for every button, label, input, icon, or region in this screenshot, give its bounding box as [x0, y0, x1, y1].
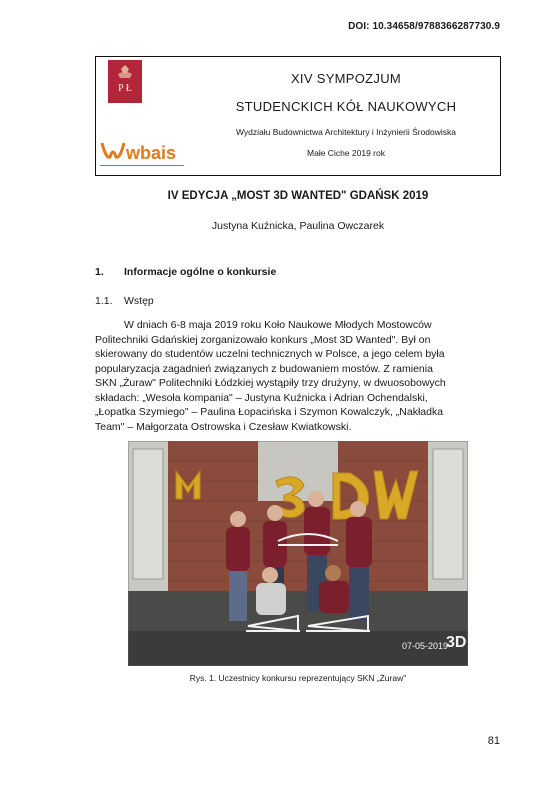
date-stamp: 07-05-2019: [402, 641, 449, 651]
paragraph-line: składach: „Wesoła kompania" – Justyna Kuźnicka i Adrian Ochendalski,: [95, 391, 428, 404]
header-box: [95, 56, 501, 176]
article-title: IV EDYCJA „MOST 3D WANTED" GDAŃSK 2019: [167, 190, 429, 202]
pl-logo: [108, 60, 142, 103]
team-photo: [128, 441, 468, 666]
intro-paragraph: [95, 318, 503, 434]
paragraph-line: „Łopatka Szymiego" – Paulina Łopacińska i Szymon Kowalczyk, „Nakładka: [95, 406, 444, 418]
symposium-title: XIV SYMPOZJUM: [290, 71, 402, 86]
paragraph-line: Politechniki Gdańskiej zorganizowało konkurs „Most 3D Wanted". Był on: [95, 333, 431, 346]
paragraph-line: Team" – Małgorzata Ostrowska i Czesław Kwiatkowski.: [95, 420, 352, 433]
paragraph-line: W dniach 6-8 maja 2019 roku Koło Naukowe Młodych Mostowców: [124, 319, 432, 331]
symposium-subtitle: STUDENCKICH KÓŁ NAUKOWYCH: [235, 99, 457, 114]
wbais-logo: [98, 135, 186, 171]
paragraph-line: SKN „Żuraw" Politechniki Łódzkiej wystąpiły trzy drużyny, w dwuosobowych: [95, 377, 446, 389]
subsection-number: 1.1.: [95, 295, 113, 307]
faculty-name: Wydziału Budownictwa Architektury i Inżynierii Środowiska: [235, 127, 457, 137]
logo-stamp: 3D: [446, 634, 467, 651]
doi-label: DOI: 10.34658/9788366287730.9: [348, 21, 500, 32]
pl-logo-text: P Ł: [118, 83, 132, 94]
location-year: Małe Ciche 2019 rok: [307, 148, 385, 158]
article-authors: Justyna Kuźnicka, Paulina Owczarek: [211, 220, 385, 232]
paragraph-line: popularyzacja zagadnień związanych z budowaniem mostów. Z ramienia: [95, 362, 433, 375]
section-title: Informacje ogólne o konkursie: [124, 266, 277, 278]
figure-caption: Rys. 1. Uczestnicy konkursu reprezentujący SKN „Żuraw": [189, 673, 407, 683]
paragraph-line: skierowany do studentów uczelni technicznych w Polsce, a jego celem była: [95, 348, 445, 360]
section-number: 1.: [95, 266, 104, 278]
subsection-title: Wstęp: [124, 295, 154, 307]
page-number: 81: [487, 735, 500, 747]
wbais-logo-text: wbais: [126, 143, 177, 163]
